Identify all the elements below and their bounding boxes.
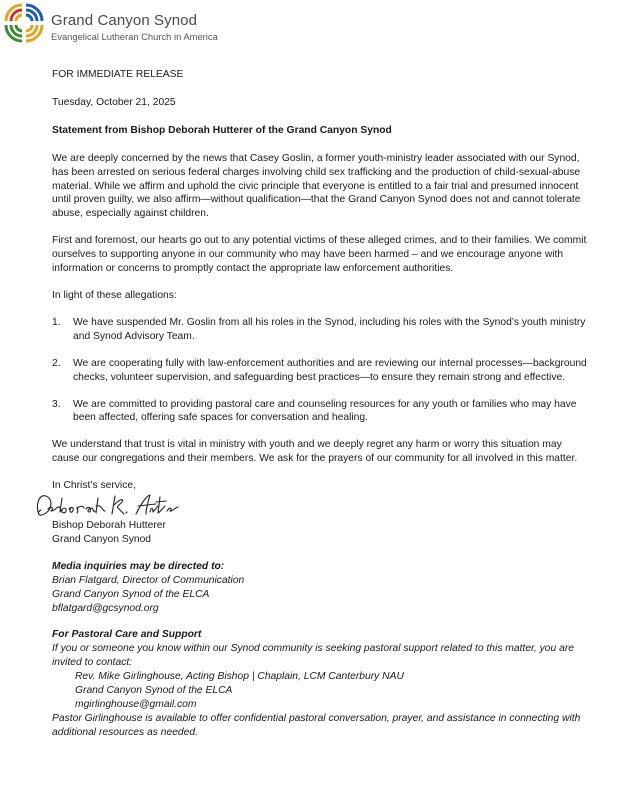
media-contact-org: Grand Canyon Synod of the ELCA — [52, 588, 210, 600]
sign-off: In Christ’s service, — [52, 480, 136, 492]
release-label: FOR IMMEDIATE RELEASE — [52, 69, 184, 80]
signature-area — [52, 493, 592, 519]
handwritten-signature — [32, 490, 182, 520]
list-text: We are cooperating fully with law-enforcement authorities and are reviewing our internal processes—background checks, volunteer supervision, and safeguarding best practices—to ensure they remain strong and effective. — [73, 357, 587, 383]
list-text: We have suspended Mr. Goslin from all his roles in the Synod, including his roles with the Synod’s youth ministry and Synod Advisory Team. — [73, 316, 586, 342]
media-heading: Media inquiries may be directed to: — [52, 560, 225, 572]
org-name: Grand Canyon Synod — [51, 12, 198, 29]
paragraph-closing: We understand that trust is vital in ministry with youth and we deeply regret any harm or worry this situation may cause our congregations and their members. We ask for the prayers of our community for all involved in this matter. — [52, 439, 578, 465]
support-note: Pastor Girlinghouse is available to offer confidential pastoral conversation, prayer, and assistance in connecting with additional resources as needed. — [52, 712, 581, 738]
list-number: 3. — [52, 398, 61, 410]
support-contact-name: Rev. Mike Girlinghouse, Acting Bishop | Chaplain, LCM Canterbury NAU — [75, 671, 404, 683]
list-item — [52, 398, 592, 426]
media-contact-name: Brian Flatgard, Director of Communication — [52, 574, 245, 586]
support-contact-org: Grand Canyon Synod of the ELCA — [75, 685, 233, 697]
org-subtitle: Evangelical Lutheran Church in America — [51, 31, 218, 42]
list-item — [52, 357, 592, 385]
signer-org: Grand Canyon Synod — [52, 533, 152, 545]
list-number: 1. — [52, 316, 61, 328]
elca-cross-logo — [2, 1, 46, 45]
support-contact-email[interactable]: mgirlinghouse@gmail.com — [75, 699, 197, 710]
release-date: Tuesday, October 21, 2025 — [52, 96, 176, 108]
support-intro: If you or someone you know within our Synod community is seeking pastoral support related to this matter, you are invited to contact: — [52, 643, 574, 669]
list-text: We are committed to providing pastoral care and counseling resources for any youth or families who may have been affected, offering safe spaces for conversation and healing. — [73, 398, 577, 424]
paragraph-victims: First and foremost, our hearts go out to any potential victims of these alleged crimes, and to their families. We commit ourselves to supporting anyone in our community who may have been harmed – and we encourage anyone with information or concerns to promptly contact the appropriate law enforcement authorities. — [52, 235, 587, 275]
media-contact-email[interactable]: bflatgard@gcsynod.org — [52, 602, 159, 614]
letterhead — [0, 0, 638, 48]
paragraph-concern: We are deeply concerned by the news that Casey Goslin, a former youth-ministry leader associated with our Synod, has been arrested on serious federal charges involving child sex trafficking and the production of child-sexual-abuse material. While we affirm and uphold the civic principle that everyone is entitled to a fair trial and presumed innocent until proven guilty, we also affirm—without qualification—that the Grand Canyon Synod does not and cannot tolerate abuse, especially against children. — [52, 152, 581, 220]
statement-heading: Statement from Bishop Deborah Hutterer of the Grand Canyon Synod — [52, 124, 392, 136]
list-number: 2. — [52, 357, 61, 369]
support-heading: For Pastoral Care and Support — [52, 629, 202, 641]
paragraph-intro-list: In light of these allegations: — [52, 289, 177, 301]
list-item — [52, 316, 592, 344]
press-release-body — [52, 68, 592, 740]
action-list — [52, 316, 592, 425]
signer-name: Bishop Deborah Hutterer — [52, 520, 166, 532]
